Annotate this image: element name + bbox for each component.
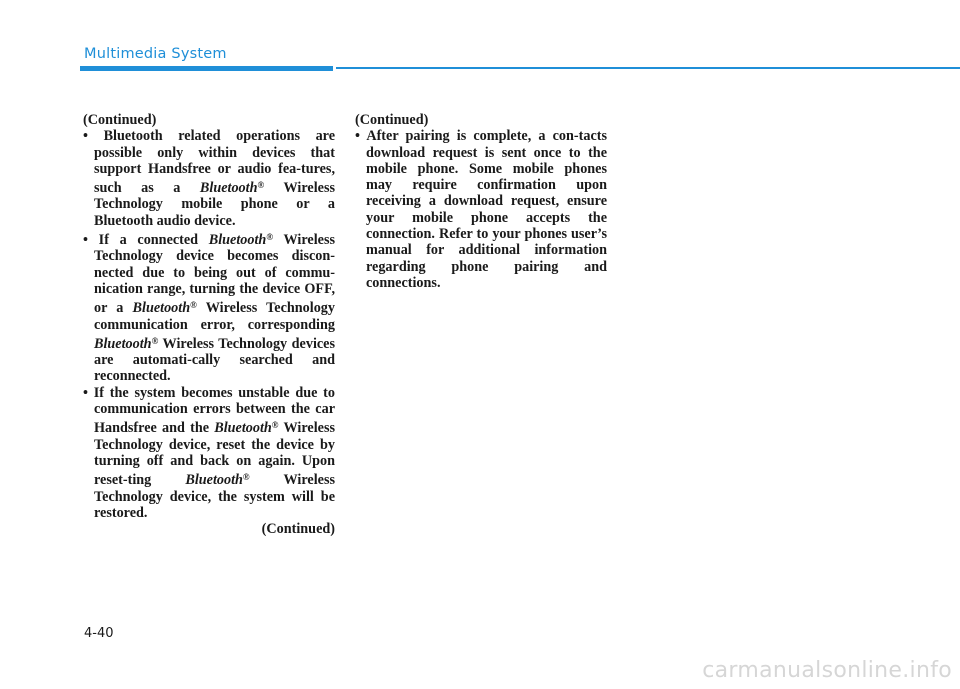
bullet-mark: • bbox=[355, 128, 360, 145]
registered-mark: ® bbox=[266, 232, 274, 243]
bluetooth-term: Bluetooth bbox=[94, 335, 152, 352]
header-rule-thin bbox=[336, 67, 960, 69]
watermark: carmanualsonline.info bbox=[702, 658, 952, 683]
bullet-item bbox=[83, 128, 335, 229]
bullet-mark: • bbox=[83, 232, 88, 249]
registered-mark: ® bbox=[242, 472, 250, 483]
bluetooth-term: Bluetooth bbox=[185, 472, 243, 489]
bullet-text: Wireless Technology devices are automati-cally searched and reconnected. bbox=[94, 335, 335, 385]
bullet-text: Bluetooth related operations are possible only within devices that support Handsfree or audio fea-tures, such as a bbox=[94, 128, 335, 197]
header-rule-thick bbox=[80, 66, 333, 71]
bullet-text: After pairing is complete, a con-tacts download request is sent once to the mobile phone. Some mobile phones may require confirmation upon receiving a download request, ensure your mobile phone accepts the connection. Refer to your phones user’s manual for additional information regarding phone pairing and connections. bbox=[366, 128, 608, 291]
continued-label-top: (Continued) bbox=[83, 112, 157, 128]
right-column bbox=[355, 112, 607, 291]
bullet-mark: • bbox=[83, 384, 88, 401]
continued-label-bottom: (Continued) bbox=[261, 521, 335, 538]
bullet-text: Wireless Technology device becomes discon-nected due to being out of commu-nication range, turning the device OFF, or a bbox=[94, 232, 335, 317]
left-column bbox=[83, 112, 335, 537]
continued-label-top: (Continued) bbox=[355, 112, 429, 128]
bluetooth-term: Bluetooth bbox=[132, 300, 191, 317]
bullet-text: Wireless Technology communication error, corresponding bbox=[94, 300, 335, 333]
bullet-item bbox=[83, 385, 335, 521]
bullet-text: Wireless Technology device, the system will be restored. bbox=[94, 472, 335, 521]
header-title: Multimedia System bbox=[84, 46, 227, 62]
page-number: 4-40 bbox=[84, 626, 114, 641]
bullet-mark: • bbox=[83, 128, 88, 145]
bluetooth-term: Bluetooth bbox=[199, 180, 258, 197]
bullet-text: If a connected bbox=[98, 232, 209, 249]
bluetooth-term: Bluetooth bbox=[214, 420, 272, 437]
registered-mark: ® bbox=[151, 335, 159, 346]
registered-mark: ® bbox=[271, 420, 279, 431]
bullet-item bbox=[83, 229, 335, 385]
registered-mark: ® bbox=[190, 300, 197, 311]
registered-mark: ® bbox=[257, 180, 265, 191]
bluetooth-term: Bluetooth bbox=[208, 232, 267, 249]
bullet-item bbox=[355, 128, 607, 291]
bullet-text: Wireless Technology mobile phone or a Bluetooth audio device. bbox=[94, 180, 335, 229]
bullet-text: If the system becomes unstable due to communication errors between the car Handsfree and the bbox=[93, 384, 336, 437]
bullet-text: Wireless Technology device, reset the device by turning off and back on again. Upon reset-ting bbox=[94, 420, 335, 489]
